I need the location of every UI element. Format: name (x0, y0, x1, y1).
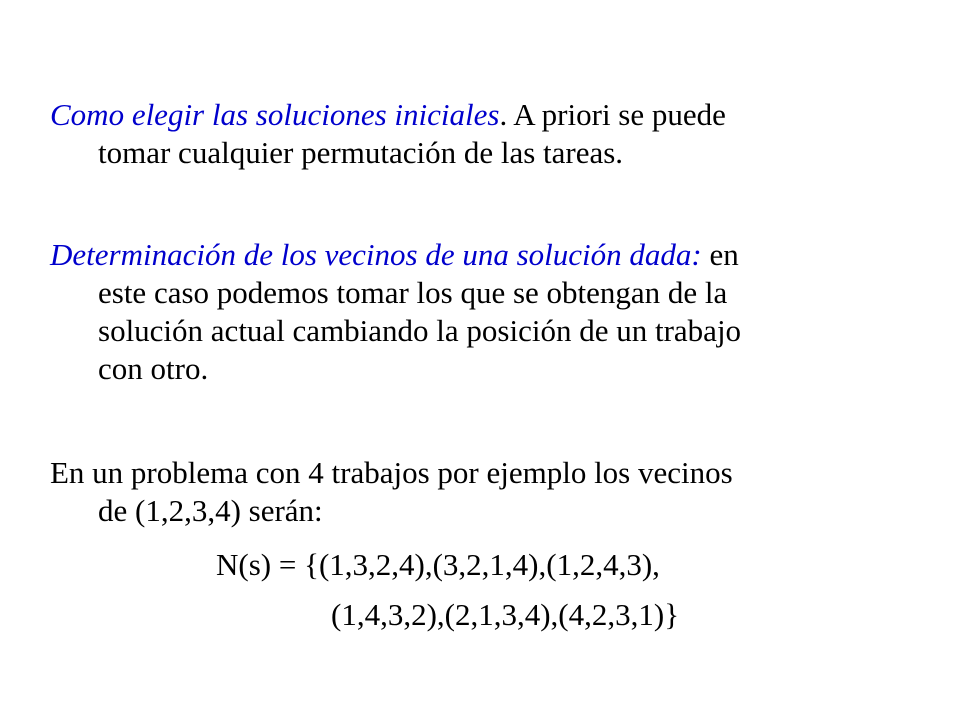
paragraph-example (50, 454, 900, 530)
paragraph-2-line-1 (50, 236, 900, 274)
neighbor-set-line-1: N(s) = {(1,3,2,4),(3,2,1,4),(1,2,4,3), (216, 547, 660, 582)
paragraph-1-line-1-text: . A priori se puede (499, 97, 726, 132)
paragraph-initial-solutions (50, 96, 900, 172)
neighbor-set-line-2: (1,4,3,2),(2,1,3,4),(4,2,3,1)} (331, 597, 680, 632)
paragraph-2-line-3: solución actual cambiando la posición de un trabajo (98, 313, 742, 348)
paragraph-neighbors (50, 236, 900, 388)
paragraph-2-heading: Determinación de los vecinos de una solución dada: (50, 237, 702, 272)
paragraph-2-line-2: este caso podemos tomar los que se obtengan de la (98, 275, 728, 310)
paragraph-2-line-1-text: en (701, 237, 739, 272)
paragraph-3-line-2: de (1,2,3,4) serán: (98, 493, 323, 528)
paragraph-3-line-1: En un problema con 4 trabajos por ejemplo los vecinos (50, 455, 733, 490)
paragraph-1-line-1 (50, 96, 900, 134)
paragraph-1-line-2: tomar cualquier permutación de las tareas. (98, 135, 624, 170)
paragraph-2-line-4: con otro. (98, 351, 209, 386)
paragraph-1-heading: Como elegir las soluciones iniciales (50, 97, 500, 132)
